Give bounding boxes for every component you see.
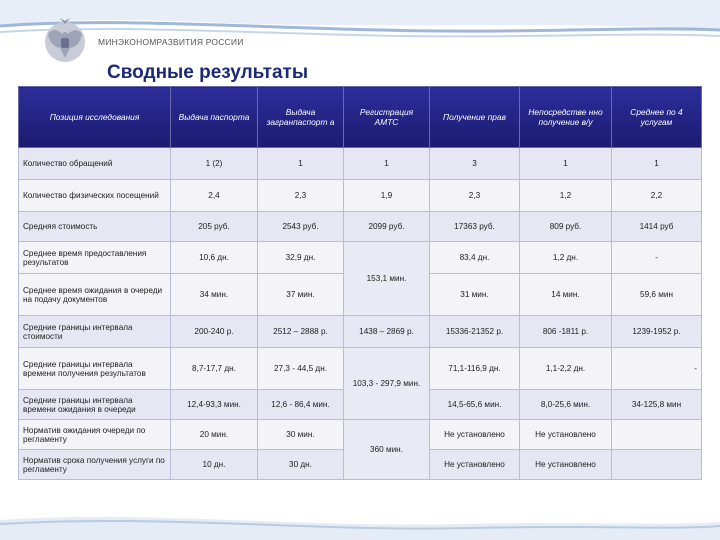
coat-of-arms-icon [40, 12, 90, 68]
table-cell: 12,6 - 86,4 мин. [258, 390, 344, 420]
column-header: Выдача загранпаспорт а [258, 87, 344, 148]
row-label: Норматив срока получения услуги по регламенту [19, 450, 171, 480]
table-cell: 1 [520, 148, 612, 180]
row-label: Норматив ожидания очереди по регламенту [19, 420, 171, 450]
table-cell-merged: 153,1 мин. [344, 242, 430, 316]
table-cell: 83,4 дн. [430, 242, 520, 274]
table-cell: 2,3 [430, 180, 520, 212]
table-cell: 1414 руб [612, 212, 702, 242]
column-header: Позиция исследования [19, 87, 171, 148]
table-cell [612, 450, 702, 480]
table-cell: 14,5-65,6 мин. [430, 390, 520, 420]
footer-wave-decoration [0, 480, 720, 540]
table-cell: 1 [612, 148, 702, 180]
page-title: Сводные результаты [107, 62, 309, 83]
table-cell: 14 мин. [520, 274, 612, 316]
table-cell: - [612, 242, 702, 274]
table-cell: 59,6 мин [612, 274, 702, 316]
table-cell: 34 мин. [171, 274, 258, 316]
column-header: Регистрация АМТС [344, 87, 430, 148]
table-row [19, 316, 702, 348]
row-label: Среднее время предоставления результатов [19, 242, 171, 274]
table-cell: 1,9 [344, 180, 430, 212]
table-cell: - [612, 348, 702, 390]
table-cell: 200-240 р. [171, 316, 258, 348]
table-cell: Не установлено [520, 450, 612, 480]
table-cell: 12,4-93,3 мин. [171, 390, 258, 420]
table-row [19, 148, 702, 180]
table-cell: 2099 руб. [344, 212, 430, 242]
table-cell: 30 мин. [258, 420, 344, 450]
table-cell: 8,0-25,6 мин. [520, 390, 612, 420]
table-cell: 2,3 [258, 180, 344, 212]
table-row [19, 242, 702, 274]
table-cell: 2,2 [612, 180, 702, 212]
row-label: Средние границы интервала времени получения результатов [19, 348, 171, 390]
table-cell: 10,6 дн. [171, 242, 258, 274]
table-row [19, 348, 702, 390]
table-cell: 10 дн. [171, 450, 258, 480]
table-cell: 806 -1811 р. [520, 316, 612, 348]
table-row [19, 212, 702, 242]
table-cell: 34-125,8 мин [612, 390, 702, 420]
column-header: Непосредстве нно получение в/у [520, 87, 612, 148]
table-cell: 71,1-116,9 дн. [430, 348, 520, 390]
table-cell: 1 [258, 148, 344, 180]
table-cell: 30 дн. [258, 450, 344, 480]
table-cell-merged: 360 мин. [344, 420, 430, 480]
table-cell: 3 [430, 148, 520, 180]
table-cell: 2543 руб. [258, 212, 344, 242]
table-cell: 15336-21352 р. [430, 316, 520, 348]
column-header: Выдача паспорта [171, 87, 258, 148]
table-cell: 1438 – 2869 р. [344, 316, 430, 348]
table-cell-merged: 103,3 - 297,9 мин. [344, 348, 430, 420]
row-label: Средние границы интервала времени ожидания в очереди [19, 390, 171, 420]
row-label: Средние границы интервала стоимости [19, 316, 171, 348]
table-cell: 205 руб. [171, 212, 258, 242]
table-cell: 1239-1952 р. [612, 316, 702, 348]
table-cell: 2512 – 2888 р. [258, 316, 344, 348]
row-label: Количество физических посещений [19, 180, 171, 212]
table-cell: 2,4 [171, 180, 258, 212]
column-header: Получение прав [430, 87, 520, 148]
table-header-row [19, 87, 702, 148]
table-cell: 1,2 [520, 180, 612, 212]
table-cell: 31 мин. [430, 274, 520, 316]
results-table-container [18, 86, 701, 475]
table-cell: 1 (2) [171, 148, 258, 180]
table-cell: 809 руб. [520, 212, 612, 242]
table-cell: 1,1-2,2 дн. [520, 348, 612, 390]
table-cell: 20 мин. [171, 420, 258, 450]
ministry-label: МИНЭКОНОМРАЗВИТИЯ РОССИИ [98, 37, 244, 47]
table-row [19, 180, 702, 212]
table-cell: 27,3 - 44,5 дн. [258, 348, 344, 390]
table-cell: 1 [344, 148, 430, 180]
table-cell: 1,2 дн. [520, 242, 612, 274]
row-label: Средняя стоимость [19, 212, 171, 242]
table-cell: 17363 руб. [430, 212, 520, 242]
row-label: Количество обращений [19, 148, 171, 180]
table-cell: 8,7-17,7 дн. [171, 348, 258, 390]
table-cell: 37 мин. [258, 274, 344, 316]
table-cell: Не установлено [430, 450, 520, 480]
table-cell [612, 420, 702, 450]
results-table [18, 86, 702, 480]
table-cell: Не установлено [430, 420, 520, 450]
table-row [19, 420, 702, 450]
column-header: Среднее по 4 услугам [612, 87, 702, 148]
row-label: Среднее время ожидания в очереди на подачу документов [19, 274, 171, 316]
table-cell: 32,9 дн. [258, 242, 344, 274]
table-cell: Не установлено [520, 420, 612, 450]
